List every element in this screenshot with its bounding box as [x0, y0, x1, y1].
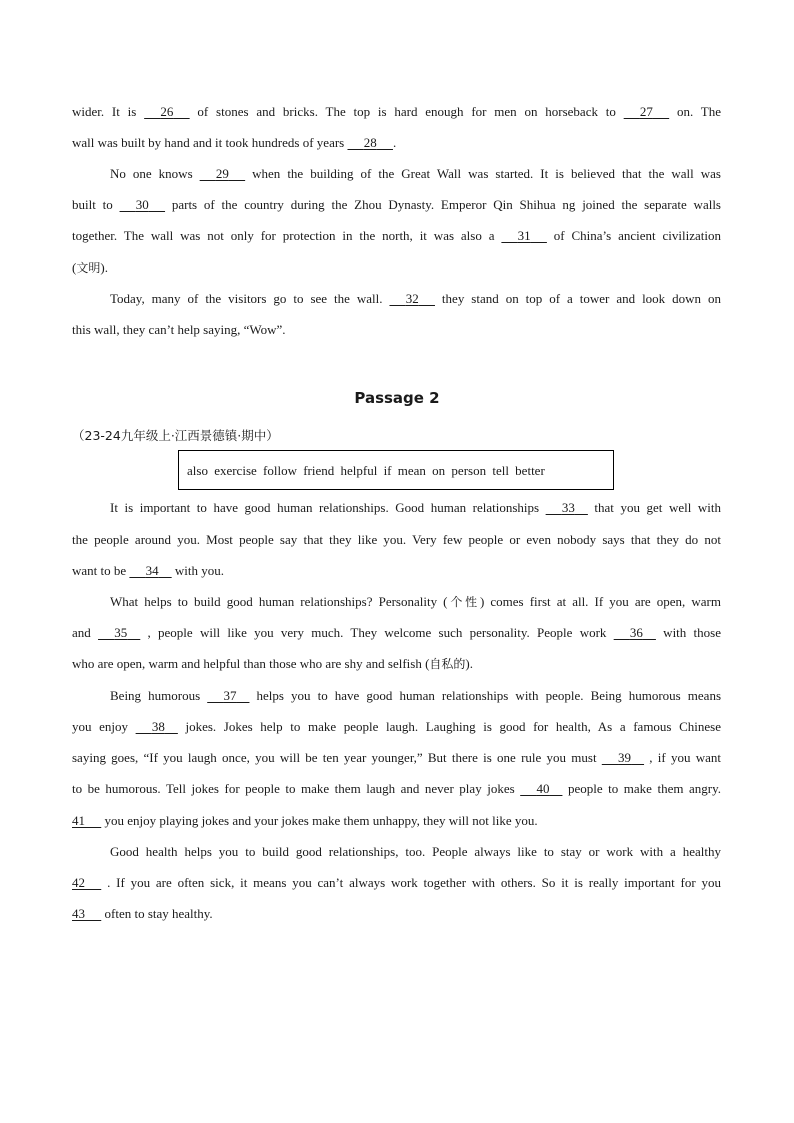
blank-32[interactable]: 32	[405, 291, 419, 306]
passage1-line-5: together. The wall was not only for protection in the north, it was also a 31 of China’s ancient civilization	[72, 228, 721, 243]
blank-36[interactable]: 36	[629, 625, 643, 640]
passage2-line-13: 42 . If you are often sick, it means you can’t always work together with others. So it is really important for you	[72, 875, 721, 890]
passage1-line-3: No one knows 29 when the building of the Great Wall was started. It is believed that the wall was	[110, 166, 721, 181]
blank-41[interactable]: 41	[72, 813, 85, 828]
blank-34[interactable]: 34	[145, 563, 159, 578]
blank-40[interactable]: 40	[536, 781, 550, 796]
passage2-line-8: you enjoy 38 jokes. Jokes help to make people laugh. Laughing is good for health, As a famous Chinese	[72, 719, 721, 734]
passage-source: （23-24九年级上·江西景德镇·期中）	[72, 428, 279, 443]
blank-37[interactable]: 37	[223, 688, 237, 703]
passage2-line-5: and 35 , people will like you very much. They welcome such personality. People work 36 with those	[72, 625, 721, 640]
passage1-line-8: this wall, they can’t help saying, “Wow”.	[72, 322, 286, 337]
passage2-line-3: want to be 34 with you.	[72, 563, 225, 578]
passage-2-heading: Passage 2	[354, 389, 440, 407]
passage2-line-14: 43 often to stay healthy.	[72, 906, 213, 921]
passage2-line-6: who are open, warm and helpful than those who are shy and selfish (自私的).	[72, 656, 474, 671]
passage2-line-1: It is important to have good human relationships. Good human relationships 33 that you get well with	[110, 500, 721, 515]
passage2-line-4: What helps to build good human relationships? Personality (个性) comes first at all. If you are open, warm	[110, 594, 721, 609]
blank-42[interactable]: 42	[72, 875, 85, 890]
passage1-line-4: built to 30 parts of the country during the Zhou Dynasty. Emperor Qin Shihua ng joined the separate walls	[72, 197, 721, 212]
passage2-line-10: to be humorous. Tell jokes for people to make them laugh and never play jokes 40 people to make them angry.	[72, 781, 721, 796]
blank-38[interactable]: 38	[151, 719, 165, 734]
blank-28[interactable]: 28	[363, 135, 377, 150]
blank-30[interactable]: 30	[135, 197, 149, 212]
passage2-line-7: Being humorous 37 helps you to have good human relationships with people. Being humorous means	[110, 688, 721, 703]
blank-35[interactable]: 35	[114, 625, 128, 640]
passage1-line-6: (文明).	[72, 260, 108, 275]
passage2-line-11: 41 you enjoy playing jokes and your jokes make them unhappy, they will not like you.	[72, 813, 538, 828]
passage1-line-2: wall was built by hand and it took hundreds of years 28 .	[72, 135, 397, 150]
blank-29[interactable]: 29	[215, 166, 229, 181]
passage1-line-7: Today, many of the visitors go to see the wall. 32 they stand on top of a tower and look down on	[110, 291, 721, 306]
blank-39[interactable]: 39	[618, 750, 632, 765]
blank-31[interactable]: 31	[517, 228, 531, 243]
blank-43[interactable]: 43	[72, 906, 85, 921]
word-bank-box: also exercise follow friend helpful if mean on person tell better	[178, 450, 614, 490]
passage2-line-12: Good health helps you to build good relationships, too. People always like to stay or work with a healthy	[110, 844, 721, 859]
blank-26[interactable]: 26	[160, 104, 174, 119]
blank-27[interactable]: 27	[639, 104, 653, 119]
passage2-line-2: the people around you. Most people say that they like you. Very few people or even nobody says that they do not	[72, 532, 721, 547]
passage2-line-9: saying goes, “If you laugh once, you will be ten year younger,” But there is one rule you must 39 , if you want	[72, 750, 721, 765]
blank-33[interactable]: 33	[561, 500, 575, 515]
passage1-line-1: wider. It is 26 of stones and bricks. The top is hard enough for men on horseback to 27 on. The	[72, 104, 721, 119]
